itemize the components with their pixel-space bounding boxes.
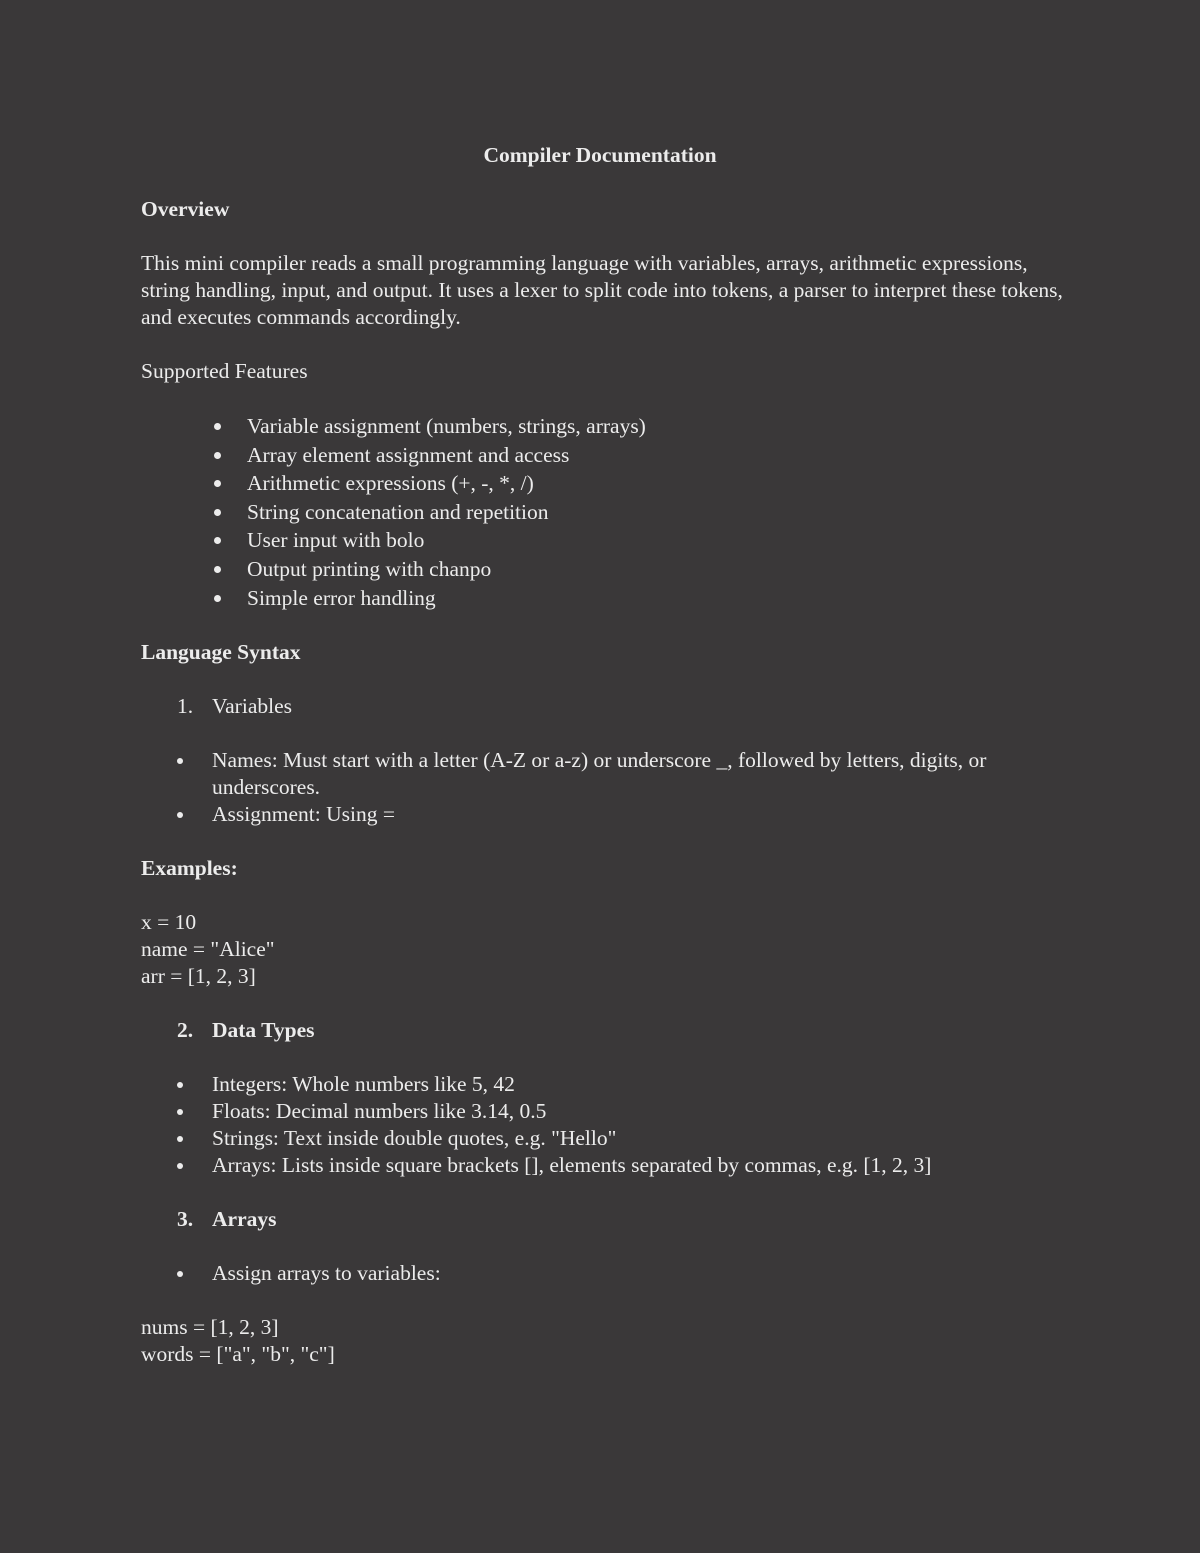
list-item: Assign arrays to variables: (141, 1260, 1081, 1287)
section-number: 2. (177, 1018, 194, 1043)
section-arrays (141, 1206, 1081, 1233)
code-line: name = "Alice" (141, 937, 275, 962)
list-item: Floats: Decimal numbers like 3.14, 0.5 (141, 1098, 1081, 1125)
code-line: x = 10 (141, 910, 197, 935)
arrays-code (141, 1314, 1081, 1368)
list-item: User input with bolo (141, 526, 1081, 555)
code-line: nums = [1, 2, 3] (141, 1315, 279, 1340)
list-item: Assignment: Using = (141, 801, 1081, 828)
section-variables (141, 693, 1081, 720)
code-line: words = ["a", "b", "c"] (141, 1342, 335, 1367)
list-item: Arrays: Lists inside square brackets [], elements separated by commas, e.g. [1, 2, 3] (141, 1152, 1081, 1179)
section-data-types (141, 1017, 1081, 1044)
overview-text: This mini compiler reads a small programming language with variables, arrays, arithmetic expressions, string handling, input, and output. It uses a lexer to split code into tokens, a parser to interpret these tokens, and executes commands accordingly. (141, 251, 1063, 329)
list-item: Variable assignment (numbers, strings, arrays) (141, 412, 1081, 441)
examples-heading: Examples: (141, 856, 238, 881)
list-item: Integers: Whole numbers like 5, 42 (141, 1071, 1081, 1098)
list-item: Strings: Text inside double quotes, e.g. "Hello" (141, 1125, 1081, 1152)
code-line: arr = [1, 2, 3] (141, 964, 256, 989)
document-page (141, 142, 1081, 1395)
overview-heading: Overview (141, 197, 230, 221)
list-item: Names: Must start with a letter (A-Z or a-z) or underscore _, followed by letters, digits, or underscores. (141, 747, 1081, 801)
list-item: Arithmetic expressions (+, -, *, /) (141, 469, 1081, 498)
list-item: Array element assignment and access (141, 441, 1081, 470)
list-item: String concatenation and repetition (141, 498, 1081, 527)
document-title: Compiler Documentation (483, 143, 717, 167)
variables-list (141, 747, 1081, 828)
data-types-list (141, 1071, 1081, 1179)
section-number: 3. (177, 1207, 194, 1232)
features-heading: Supported Features (141, 359, 308, 383)
arrays-list (141, 1260, 1081, 1287)
section-label: Variables (212, 694, 292, 719)
section-label: Arrays (212, 1207, 277, 1232)
list-item: Output printing with chanpo (141, 555, 1081, 584)
examples-code (141, 909, 1081, 990)
syntax-heading: Language Syntax (141, 640, 301, 665)
list-item: Simple error handling (141, 584, 1081, 613)
features-list (141, 412, 1081, 612)
section-number: 1. (177, 694, 194, 719)
section-label: Data Types (212, 1018, 315, 1043)
